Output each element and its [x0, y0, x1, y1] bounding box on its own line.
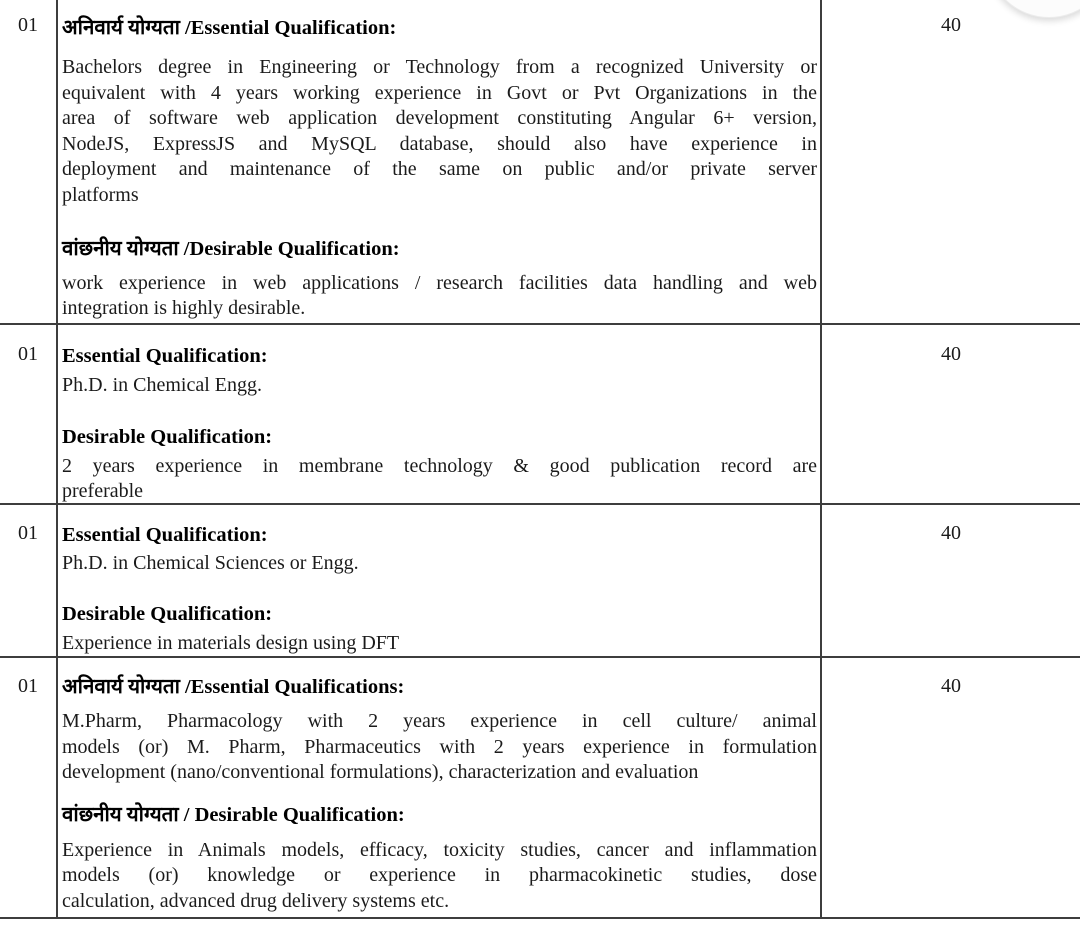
- text-line: preferable: [62, 480, 144, 503]
- vacancy-count-cell: 01: [0, 658, 58, 919]
- text-line: Ph.D. in Chemical Engg.: [62, 374, 262, 396]
- desirable-qualification-heading: Desirable Qualification:: [62, 425, 273, 448]
- text-line: integration is highly desirable.: [62, 297, 306, 320]
- essential-qualification-heading: अनिवार्य योग्यता /Essential Qualification:: [62, 17, 397, 39]
- text-line: 2 years experience in membrane technology & good publication record are: [62, 454, 817, 477]
- desirable-qualification-heading: वांछनीय योग्यता /Desirable Qualification:: [62, 237, 400, 260]
- text-line: models (or) M. Pharm, Pharmaceutics with 2 years experience in formulation: [62, 735, 817, 758]
- text-line: Experience in materials design using DFT: [62, 631, 400, 654]
- text-line: M.Pharm, Pharmacology with 2 years experience in cell culture/ animal: [62, 710, 817, 732]
- age-limit-cell: 40: [822, 505, 1080, 658]
- text-line: Ph.D. in Chemical Sciences or Engg.: [62, 552, 359, 574]
- text-line: area of software web application development constituting Angular 6+ version,: [62, 107, 817, 130]
- essential-qualification-text: [62, 373, 817, 399]
- desirable-qualification-heading: Desirable Qualification:: [62, 602, 273, 625]
- vacancy-count-cell: 01: [0, 325, 58, 505]
- desirable-qualification-heading: वांछनीय योग्यता / Desirable Qualification:: [62, 803, 405, 826]
- essential-qualification-heading: Essential Qualification:: [62, 345, 268, 367]
- qualification-cell: [58, 505, 822, 658]
- vacancy-count-cell: 01: [0, 505, 58, 658]
- vacancy-count-cell: 01: [0, 0, 58, 325]
- qualification-cell: [58, 658, 822, 919]
- essential-qualification-text: [62, 709, 817, 786]
- essential-qualification-text: [62, 551, 817, 577]
- text-line: development (nano/conventional formulations), characterization and evaluation: [62, 761, 699, 784]
- text-line: platforms: [62, 183, 139, 206]
- desirable-qualification-text: [62, 838, 817, 915]
- essential-qualification-text: [62, 55, 817, 209]
- age-limit-cell: 40: [822, 0, 1080, 325]
- text-line: equivalent with 4 years working experience in Govt or Pvt Organizations in the: [62, 81, 817, 104]
- text-line: Bachelors degree in Engineering or Technology from a recognized University or: [62, 56, 817, 78]
- text-line: work experience in web applications / research facilities data handling and web: [62, 271, 817, 294]
- age-limit-cell: 40: [822, 658, 1080, 919]
- qualification-cell: [58, 325, 822, 505]
- essential-qualification-heading: अनिवार्य योग्यता /Essential Qualifications:: [62, 676, 405, 698]
- desirable-qualification-text: [62, 631, 817, 657]
- text-line: models (or) knowledge or experience in pharmacokinetic studies, dose: [62, 864, 817, 887]
- desirable-qualification-text: [62, 271, 817, 322]
- text-line: deployment and maintenance of the same on public and/or private server: [62, 158, 817, 181]
- text-line: calculation, advanced drug delivery systems etc.: [62, 889, 450, 912]
- desirable-qualification-text: [62, 454, 817, 505]
- text-line: Experience in Animals models, efficacy, toxicity studies, cancer and inflammation: [62, 838, 817, 861]
- age-limit-cell: 40: [822, 325, 1080, 505]
- qualification-cell: [58, 0, 822, 325]
- essential-qualification-heading: Essential Qualification:: [62, 524, 268, 546]
- text-line: NodeJS, ExpressJS and MySQL database, should also have experience in: [62, 132, 817, 155]
